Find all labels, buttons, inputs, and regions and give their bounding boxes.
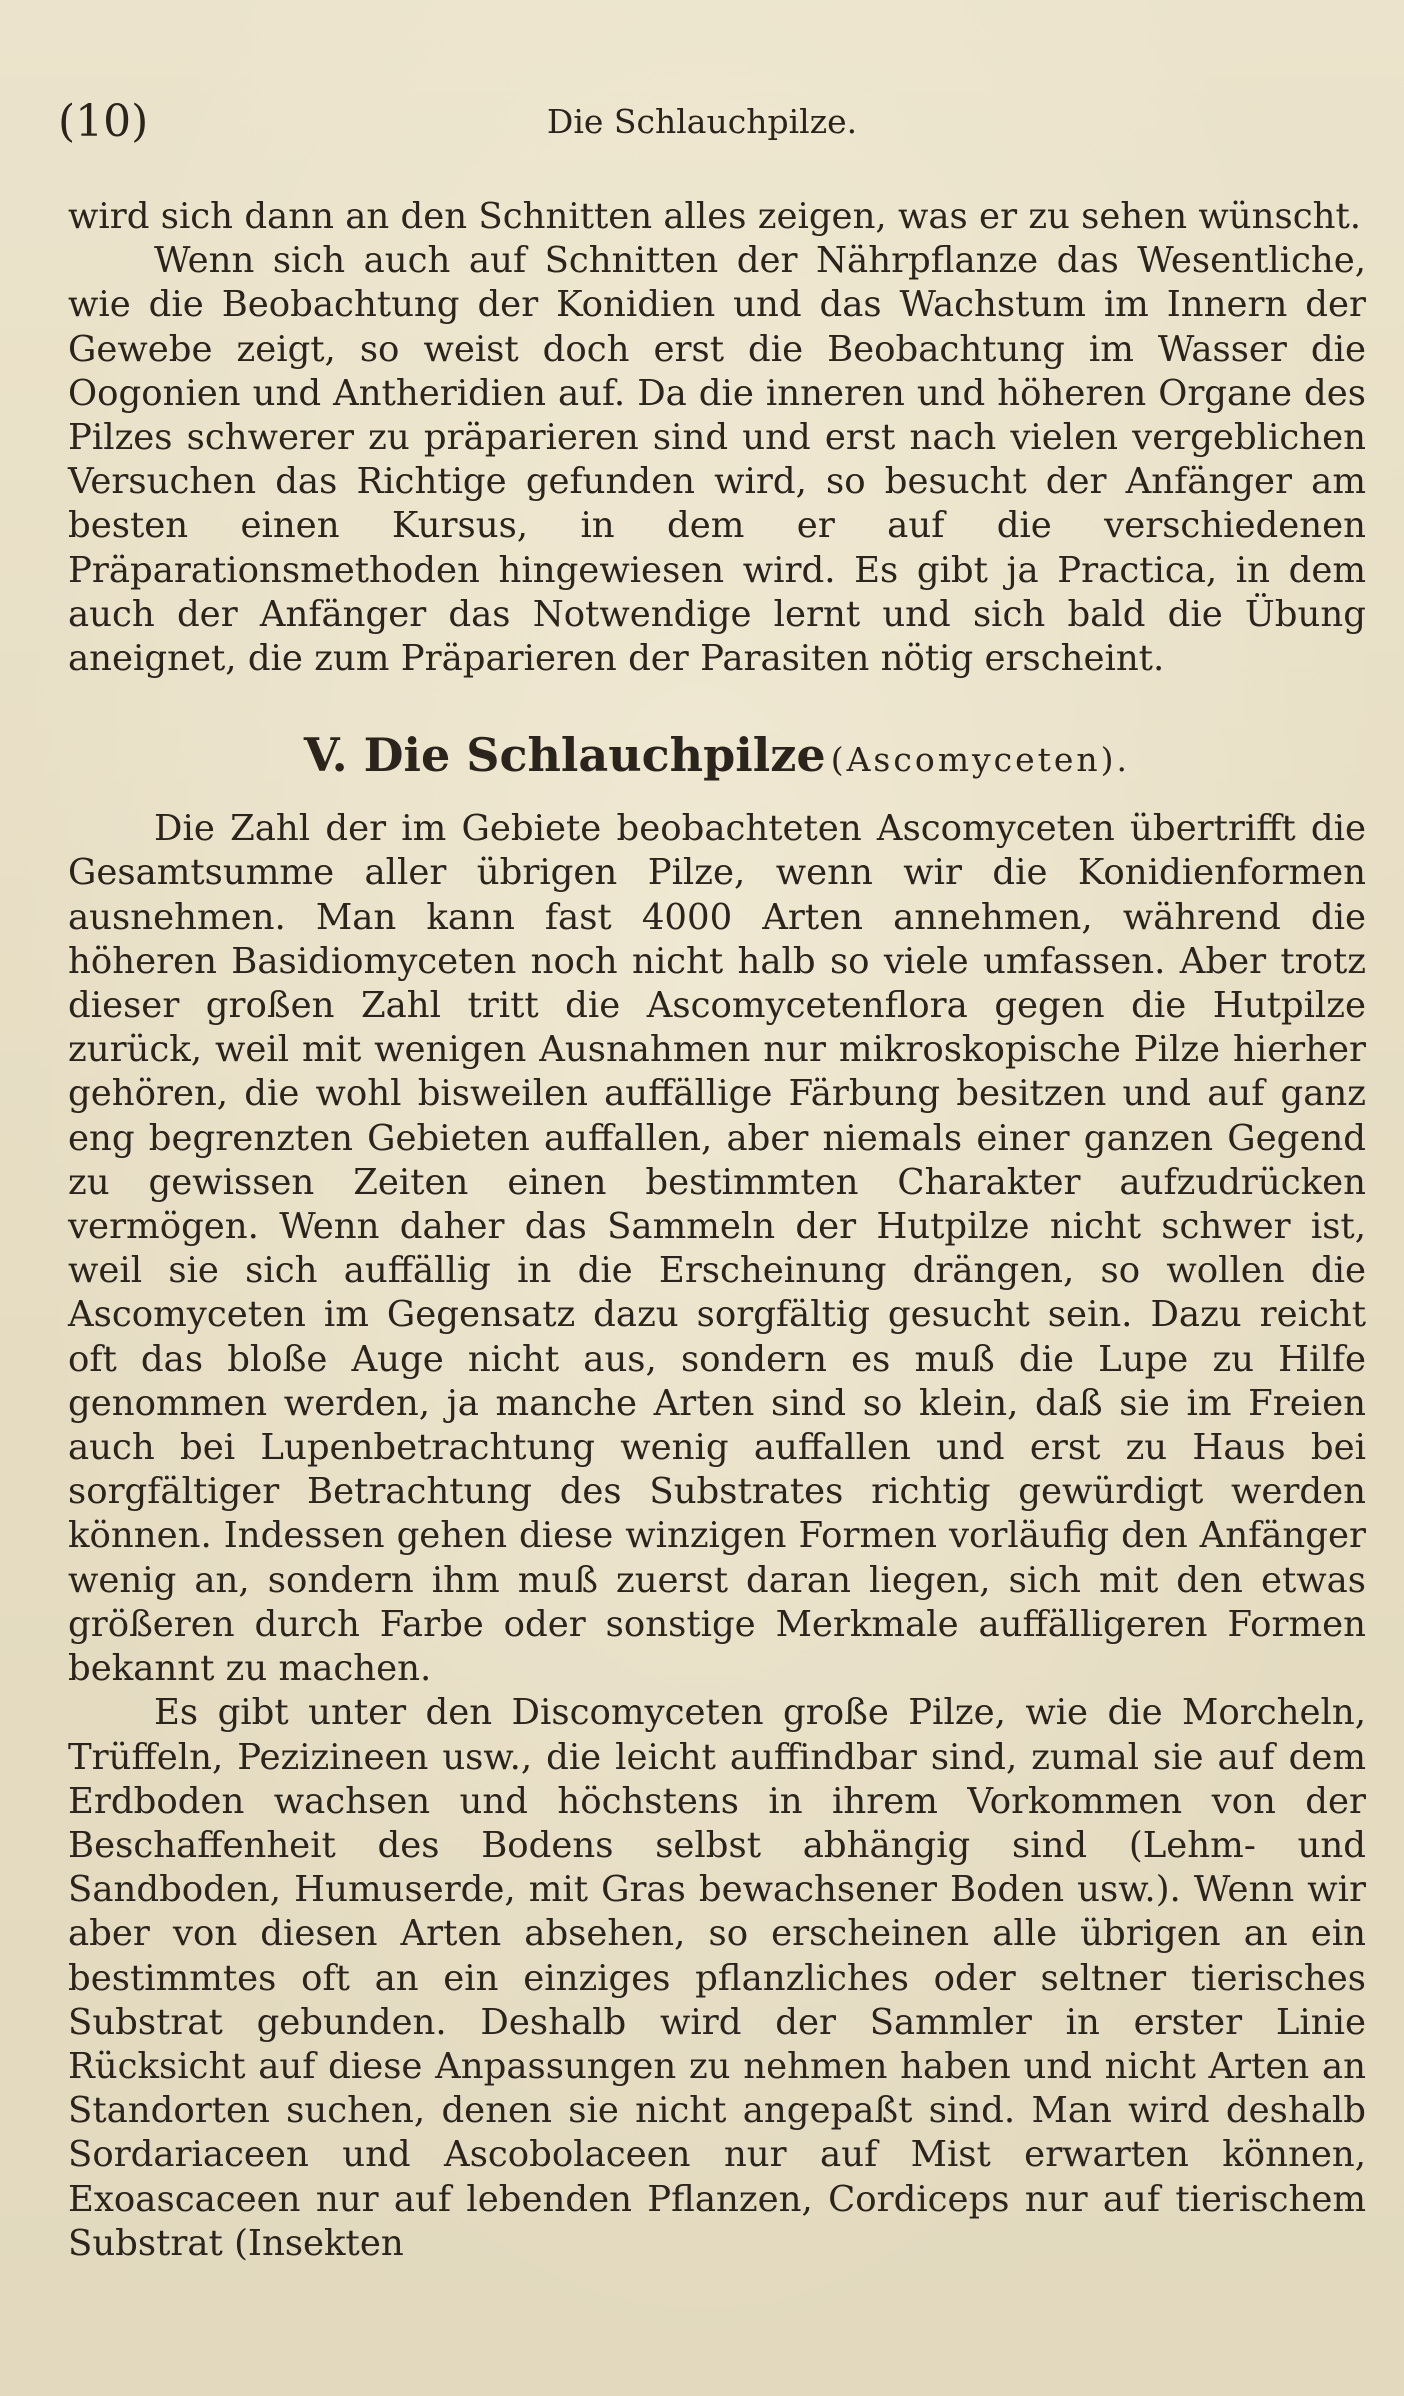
section-subtitle: (Ascomyceten).	[830, 740, 1131, 780]
text-block	[68, 195, 1366, 2266]
running-title: Die Schlauchpilze.	[546, 102, 858, 141]
paragraph: Die Zahl der im Gebiete beobachteten Ascomyceten übertrifft die Gesamtsumme aller übrigen Pilze, wenn wir die Konidienformen ausnehmen. Man kann fast 4000 Arten annehmen, während die höheren Basidiomyceten noch nicht halb so viele umfassen. Aber trotz dieser großen Zahl tritt die Ascomycetenflora gegen die Hutpilze zurück, weil mit wenigen Ausnahmen nur mikroskopische Pilze hierher gehören, die wohl bisweilen auffällige Färbung besitzen und auf ganz eng begrenzten Gebieten auffallen, aber niemals einer ganzen Gegend zu gewissen Zeiten einen bestimmten Charakter aufzudrücken vermögen. Wenn daher das Sammeln der Hutpilze nicht schwer ist, weil sie sich auffällig in die Erscheinung drängen, so wollen die Ascomyceten im Gegensatz dazu sorgfältig gesucht sein. Dazu reicht oft das bloße Auge nicht aus, sondern es muß die Lupe zu Hilfe genommen werden, ja manche Arten sind so klein, daß sie im Freien auch bei Lupenbetrachtung wenig auffallen und erst zu Haus bei sorgfältiger Betrachtung des Substrates richtig gewürdigt werden können. Indessen gehen diese winzigen Formen vorläufig den Anfänger wenig an, sondern ihm muß zuerst daran liegen, sich mit den etwas größeren durch Farbe oder sonstige Merkmale auffälligeren Formen bekannt zu machen.	[68, 808, 1366, 1690]
paragraph-continuation: wird sich dann an den Schnitten alles zeigen, was er zu sehen wünscht.	[68, 196, 1362, 237]
paragraph: Es gibt unter den Discomyceten große Pilze, wie die Morcheln, Trüffeln, Pezizineen usw., die leicht auffindbar sind, zumal sie auf dem Erdboden wachsen und höchstens in ihrem Vorkommen von der Beschaffenheit des Bodens selbst abhängig sind (Lehm- und Sandboden, Humuserde, mit Gras bewachsener Boden usw.). Wenn wir aber von diesen Arten absehen, so erscheinen alle übrigen an ein bestimmtes oft an ein einziges pflanzliches oder seltner tierisches Substrat gebunden. Deshalb wird der Sammler in erster Linie Rücksicht auf diese Anpassungen zu nehmen haben und nicht Arten an Standorten suchen, denen sie nicht angepaßt sind. Man wird deshalb Sordariaceen und Ascobolaceen nur auf Mist erwarten können, Exoascaceen nur auf lebenden Pflanzen, Cordiceps nur auf tierischem Substrat (Insekten	[68, 1692, 1366, 2264]
paragraph: Wenn sich auch auf Schnitten der Nährpflanze das Wesentliche, wie die Beobachtung der Konidien und das Wachstum im Innern der Gewebe zeigt, so weist doch erst die Beobachtung im Wasser die Oogonien und Antheridien auf. Da die inneren und höheren Organe des Pilzes schwerer zu präparieren sind und erst nach vielen vergeblichen Versuchen das Richtige gefunden wird, so besucht der Anfänger am besten einen Kursus, in dem er auf die verschiedenen Präparationsmethoden hingewiesen wird. Es gibt ja Practica, in dem auch der Anfänger das Notwendige lernt und sich bald die Übung aneignet, die zum Präparieren der Parasiten nötig erscheint.	[68, 240, 1366, 680]
section-heading	[68, 725, 1366, 785]
running-head	[58, 92, 1346, 152]
section-title: V. Die Schlauchpilze	[303, 728, 826, 783]
page-number: (10)	[58, 96, 149, 147]
